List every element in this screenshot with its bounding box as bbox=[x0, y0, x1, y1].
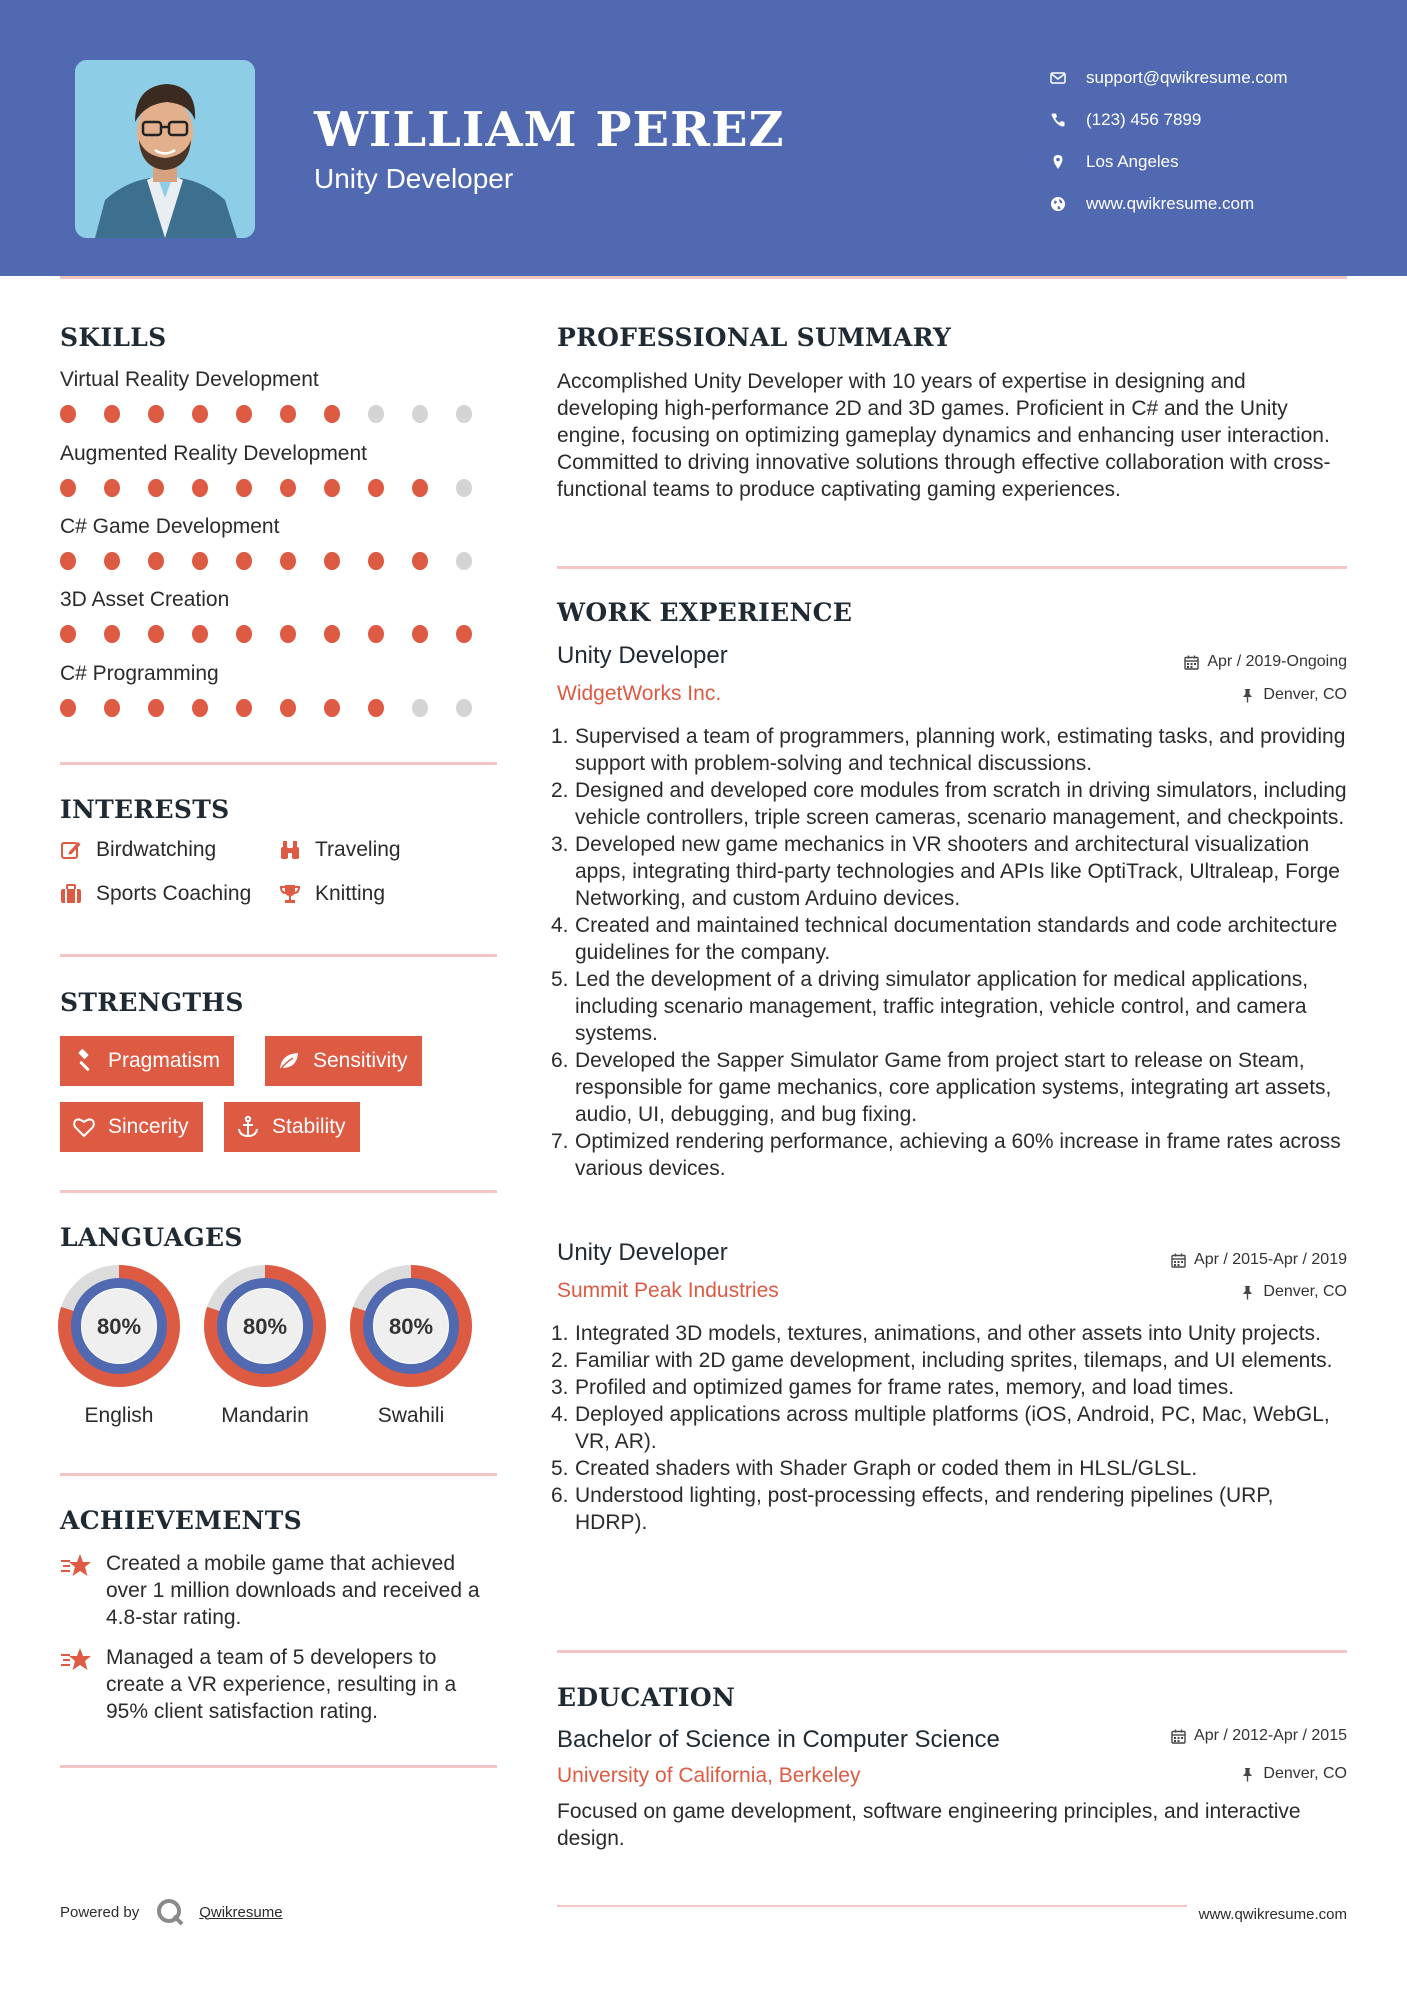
bullet-text: Understood lighting, post-processing effects, and rendering pipelines (URP, HDRP). bbox=[575, 1484, 1274, 1534]
bullet-text: Developed the Sapper Simulator Game from project start to release on Steam, responsible for game mechanics, core application systems, integrating art assets, audio, UI, debugging, and bug fixing. bbox=[575, 1049, 1332, 1126]
achievement-text: Created a mobile game that achieved over 1 million downloads and received a 4.8-star rating. bbox=[106, 1552, 480, 1629]
skill-item bbox=[60, 588, 500, 643]
section-divider bbox=[60, 954, 497, 957]
skill-rating bbox=[60, 405, 500, 423]
pushpin-icon bbox=[1240, 1767, 1255, 1782]
job-bullets bbox=[551, 1320, 1347, 1536]
job-bullet bbox=[551, 966, 1347, 1047]
job-bullet bbox=[551, 777, 1347, 831]
summary-title: PROFESSIONAL SUMMARY bbox=[557, 323, 952, 352]
job-bullet bbox=[551, 723, 1347, 777]
interest-label: Traveling bbox=[315, 838, 401, 861]
education-dates bbox=[1171, 1727, 1347, 1745]
qwikresume-logo-icon bbox=[155, 1897, 185, 1927]
footer-website[interactable]: www.qwikresume.com bbox=[1198, 1906, 1347, 1923]
skill-dot-filled bbox=[192, 552, 208, 570]
job-bullet bbox=[551, 1455, 1347, 1482]
skill-name: Virtual Reality Development bbox=[60, 368, 319, 391]
skill-dot-filled bbox=[192, 479, 208, 497]
degree-title: Bachelor of Science in Computer Science bbox=[557, 1726, 1000, 1753]
bullet-number: 2. bbox=[551, 1349, 569, 1372]
header-divider bbox=[60, 276, 1347, 279]
skill-dot-empty bbox=[456, 552, 472, 570]
bullet-text: Created shaders with Shader Graph or coded them in HLSL/GLSL. bbox=[575, 1457, 1198, 1480]
education-title: EDUCATION bbox=[557, 1683, 736, 1712]
skill-rating bbox=[60, 552, 500, 570]
interest-label: Knitting bbox=[315, 882, 386, 905]
bullet-text: Created and maintained technical documentation standards and code architecture guidelines for the company. bbox=[575, 914, 1338, 964]
skill-dot-filled bbox=[324, 625, 340, 643]
contact-location-text: Los Angeles bbox=[1086, 152, 1179, 171]
job-dates-text: Apr / 2015-Apr / 2019 bbox=[1194, 1251, 1347, 1268]
summary-text: Accomplished Unity Developer with 10 years of expertise in designing and developing high-performance 2D and 3D games. Proficient in C# and the Unity engine, focusing on optimizing gameplay dynamics and enhancing user interaction. Committed to driving innovative solutions through effective collaboration with cross-functional teams to produce captivating gaming experiences. bbox=[557, 370, 1331, 501]
education-location bbox=[1240, 1765, 1347, 1783]
skill-item bbox=[60, 442, 500, 497]
phone-icon bbox=[1050, 112, 1066, 128]
skill-dot-filled bbox=[236, 552, 252, 570]
candidate-role: Unity Developer bbox=[314, 163, 514, 194]
pushpin-icon bbox=[1240, 1285, 1255, 1300]
job-location-text: Denver, CO bbox=[1263, 1283, 1347, 1300]
skill-dot-filled bbox=[104, 699, 120, 717]
bullet-text: Designed and developed core modules from scratch in driving simulators, including vehicle controllers, triple screen cameras, scenario management, and checkpoints. bbox=[575, 779, 1347, 829]
bullet-text: Deployed applications across multiple platforms (iOS, Android, PC, Mac, WebGL, VR, AR). bbox=[575, 1403, 1330, 1453]
interests-title: INTERESTS bbox=[60, 795, 230, 824]
job-bullet bbox=[551, 1482, 1347, 1536]
star-icon bbox=[60, 1646, 92, 1674]
interest-label: Birdwatching bbox=[96, 838, 217, 861]
bullet-text: Optimized rendering performance, achieving a 60% increase in frame rates across various devices. bbox=[575, 1130, 1341, 1180]
globe-icon bbox=[1050, 196, 1066, 212]
job-bullet bbox=[551, 1128, 1347, 1182]
job-title: Unity Developer bbox=[557, 642, 728, 669]
header-banner bbox=[0, 0, 1407, 276]
bullet-text: Profiled and optimized games for frame rates, memory, and load times. bbox=[575, 1376, 1235, 1399]
skill-dot-filled bbox=[280, 625, 296, 643]
skill-dot-filled bbox=[236, 625, 252, 643]
skill-dot-filled bbox=[148, 699, 164, 717]
section-divider bbox=[60, 762, 497, 765]
calendar-icon bbox=[1184, 655, 1199, 670]
profile-photo bbox=[75, 60, 255, 238]
strength-label: Sensitivity bbox=[313, 1049, 408, 1072]
briefcase-icon bbox=[60, 883, 82, 905]
achievement-item bbox=[60, 1550, 500, 1631]
language-percent: 80% bbox=[242, 1314, 288, 1339]
skill-item bbox=[60, 662, 500, 717]
job-location-text: Denver, CO bbox=[1263, 686, 1347, 703]
strengths-title: STRENGTHS bbox=[60, 988, 244, 1017]
skill-dot-filled bbox=[412, 625, 428, 643]
heart-icon bbox=[72, 1115, 96, 1139]
strength-tag bbox=[60, 1102, 203, 1152]
leaf-icon bbox=[277, 1049, 301, 1073]
education-location-text: Denver, CO bbox=[1263, 1765, 1347, 1782]
language-ring bbox=[58, 1265, 180, 1387]
language-name: Swahili bbox=[377, 1404, 445, 1427]
section-divider bbox=[60, 1473, 497, 1476]
education-dates-text: Apr / 2012-Apr / 2015 bbox=[1194, 1727, 1347, 1744]
skill-dot-filled bbox=[368, 552, 384, 570]
achievement-text: Managed a team of 5 developers to create a VR experience, resulting in a 95% client satisfaction rating. bbox=[106, 1646, 457, 1723]
binoculars-icon bbox=[279, 839, 301, 861]
skill-dot-filled bbox=[192, 405, 208, 423]
job-dates bbox=[1171, 1251, 1347, 1269]
job-location bbox=[1240, 1283, 1347, 1301]
skill-dot-filled bbox=[60, 405, 76, 423]
achievements-title: ACHIEVEMENTS bbox=[60, 1506, 302, 1535]
skill-dot-empty bbox=[456, 479, 472, 497]
skill-dot-empty bbox=[456, 699, 472, 717]
skill-item bbox=[60, 368, 500, 423]
skill-dot-filled bbox=[456, 625, 472, 643]
bullet-number: 1. bbox=[551, 725, 569, 748]
language-item bbox=[58, 1265, 180, 1428]
skill-dot-empty bbox=[412, 699, 428, 717]
contact-list bbox=[1050, 57, 1288, 225]
calendar-icon bbox=[1171, 1729, 1186, 1744]
skill-dot-filled bbox=[368, 625, 384, 643]
footer-divider bbox=[557, 1905, 1187, 1907]
bullet-number: 3. bbox=[551, 1376, 569, 1399]
section-divider bbox=[60, 1765, 497, 1768]
bullet-number: 2. bbox=[551, 779, 569, 802]
bullet-text: Developed new game mechanics in VR shooters and architectural visualization apps, integrating third-party technologies and APIs like OptiTrack, Ultraleap, Forge Networking, and custom Arduino devices. bbox=[575, 833, 1340, 910]
contact-website-text: www.qwikresume.com bbox=[1086, 194, 1255, 213]
skill-dot-filled bbox=[236, 405, 252, 423]
strength-tag bbox=[60, 1036, 234, 1086]
interest-item bbox=[60, 838, 216, 862]
skill-name: 3D Asset Creation bbox=[60, 588, 230, 611]
contact-website[interactable] bbox=[1050, 183, 1288, 225]
job-bullet bbox=[551, 1347, 1347, 1374]
interest-item bbox=[279, 882, 385, 906]
languages-title: LANGUAGES bbox=[60, 1223, 243, 1252]
skill-dot-filled bbox=[280, 552, 296, 570]
skill-item bbox=[60, 515, 500, 570]
skill-name: C# Programming bbox=[60, 662, 219, 685]
section-divider bbox=[557, 566, 1347, 569]
footer-credit bbox=[60, 1897, 283, 1927]
skill-dot-filled bbox=[104, 405, 120, 423]
school-name: University of California, Berkeley bbox=[557, 1764, 861, 1787]
strength-label: Pragmatism bbox=[108, 1049, 221, 1072]
language-percent: 80% bbox=[96, 1314, 142, 1339]
language-item bbox=[204, 1265, 326, 1428]
skill-dot-filled bbox=[192, 625, 208, 643]
contact-phone[interactable] bbox=[1050, 99, 1288, 141]
skill-dot-filled bbox=[324, 552, 340, 570]
job-bullet bbox=[551, 1374, 1347, 1401]
skill-dot-filled bbox=[60, 479, 76, 497]
achievement-item bbox=[60, 1644, 500, 1725]
job-bullets bbox=[551, 723, 1347, 1182]
skill-dot-filled bbox=[368, 479, 384, 497]
bullet-number: 6. bbox=[551, 1049, 569, 1072]
skill-name: Augmented Reality Development bbox=[60, 442, 368, 465]
skill-dot-empty bbox=[368, 405, 384, 423]
strength-tag bbox=[224, 1102, 360, 1152]
language-ring bbox=[204, 1265, 326, 1387]
job-bullet bbox=[551, 912, 1347, 966]
candidate-name: WILLIAM PEREZ bbox=[314, 102, 785, 158]
skill-dot-filled bbox=[148, 479, 164, 497]
job-bullet bbox=[551, 831, 1347, 912]
skill-dot-filled bbox=[236, 699, 252, 717]
anchor-icon bbox=[236, 1115, 260, 1139]
powered-by-text: Powered by bbox=[60, 1903, 140, 1921]
company-name: Summit Peak Industries bbox=[557, 1279, 779, 1302]
contact-email[interactable] bbox=[1050, 57, 1288, 99]
bullet-text: Familiar with 2D game development, including sprites, tilemaps, and UI elements. bbox=[575, 1349, 1333, 1372]
job-location bbox=[1240, 686, 1347, 704]
job-bullet bbox=[551, 1047, 1347, 1128]
skill-dot-filled bbox=[280, 405, 296, 423]
job-bullet bbox=[551, 1320, 1347, 1347]
skill-rating bbox=[60, 699, 500, 717]
section-divider bbox=[60, 1190, 497, 1193]
map-pin-icon bbox=[1050, 154, 1066, 170]
skill-dot-empty bbox=[412, 405, 428, 423]
bullet-text: Integrated 3D models, textures, animations, and other assets into Unity projects. bbox=[575, 1322, 1321, 1345]
skill-dot-filled bbox=[324, 479, 340, 497]
skill-dot-filled bbox=[192, 699, 208, 717]
strength-label: Sincerity bbox=[108, 1115, 189, 1138]
language-percent: 80% bbox=[388, 1314, 434, 1339]
language-ring bbox=[350, 1265, 472, 1387]
qwikresume-link[interactable]: Qwikresume bbox=[199, 1903, 283, 1921]
contact-phone-text: (123) 456 7899 bbox=[1086, 110, 1202, 129]
bullet-number: 1. bbox=[551, 1322, 569, 1345]
skill-dot-filled bbox=[324, 405, 340, 423]
language-name: Mandarin bbox=[221, 1404, 309, 1427]
skill-dot-filled bbox=[60, 699, 76, 717]
skill-dot-filled bbox=[412, 479, 428, 497]
skill-dot-filled bbox=[148, 625, 164, 643]
job-title: Unity Developer bbox=[557, 1239, 728, 1266]
job-bullet bbox=[551, 1401, 1347, 1455]
skill-dot-filled bbox=[60, 625, 76, 643]
skill-dot-filled bbox=[236, 479, 252, 497]
envelope-icon bbox=[1050, 70, 1066, 86]
interest-item bbox=[60, 882, 251, 906]
edit-icon bbox=[60, 839, 82, 861]
skill-dot-filled bbox=[148, 552, 164, 570]
strength-label: Stability bbox=[272, 1115, 346, 1138]
bullet-number: 5. bbox=[551, 968, 569, 991]
skill-dot-filled bbox=[368, 699, 384, 717]
skill-dot-filled bbox=[104, 625, 120, 643]
interest-item bbox=[279, 838, 401, 862]
skill-rating bbox=[60, 479, 500, 497]
skill-name: C# Game Development bbox=[60, 515, 280, 538]
language-name: English bbox=[84, 1404, 154, 1427]
skill-dot-filled bbox=[280, 479, 296, 497]
interest-label: Sports Coaching bbox=[96, 882, 252, 905]
gavel-icon bbox=[72, 1049, 96, 1073]
skill-dot-filled bbox=[60, 552, 76, 570]
skill-dot-filled bbox=[324, 699, 340, 717]
job-dates bbox=[1184, 653, 1347, 671]
section-divider bbox=[557, 1650, 1347, 1653]
bullet-number: 6. bbox=[551, 1484, 569, 1507]
bullet-number: 4. bbox=[551, 1403, 569, 1426]
skill-dot-filled bbox=[148, 405, 164, 423]
skill-dot-filled bbox=[104, 479, 120, 497]
strength-tag bbox=[265, 1036, 422, 1086]
skill-dot-filled bbox=[412, 552, 428, 570]
bullet-number: 7. bbox=[551, 1130, 569, 1153]
calendar-icon bbox=[1171, 1253, 1186, 1268]
bullet-text: Supervised a team of programmers, planning work, estimating tasks, and providing support with problem-solving and technical discussions. bbox=[575, 725, 1346, 775]
skills-title: SKILLS bbox=[60, 323, 167, 352]
skill-rating bbox=[60, 625, 500, 643]
company-name: WidgetWorks Inc. bbox=[557, 682, 722, 705]
bullet-text: Led the development of a driving simulator application for medical applications, including scenario management, traffic integration, vehicle control, and camera systems. bbox=[575, 968, 1309, 1045]
bullet-number: 5. bbox=[551, 1457, 569, 1480]
bullet-number: 4. bbox=[551, 914, 569, 937]
work-title: WORK EXPERIENCE bbox=[557, 598, 853, 627]
job-dates-text: Apr / 2019-Ongoing bbox=[1207, 653, 1347, 670]
skill-dot-filled bbox=[280, 699, 296, 717]
bullet-number: 3. bbox=[551, 833, 569, 856]
contact-location bbox=[1050, 141, 1288, 183]
education-description: Focused on game development, software engineering principles, and interactive design. bbox=[557, 1800, 1301, 1850]
skill-dot-filled bbox=[104, 552, 120, 570]
trophy-icon bbox=[279, 883, 301, 905]
contact-email-text: support@qwikresume.com bbox=[1086, 68, 1288, 87]
star-icon bbox=[60, 1552, 92, 1580]
pushpin-icon bbox=[1240, 688, 1255, 703]
language-item bbox=[350, 1265, 472, 1428]
skill-dot-empty bbox=[456, 405, 472, 423]
